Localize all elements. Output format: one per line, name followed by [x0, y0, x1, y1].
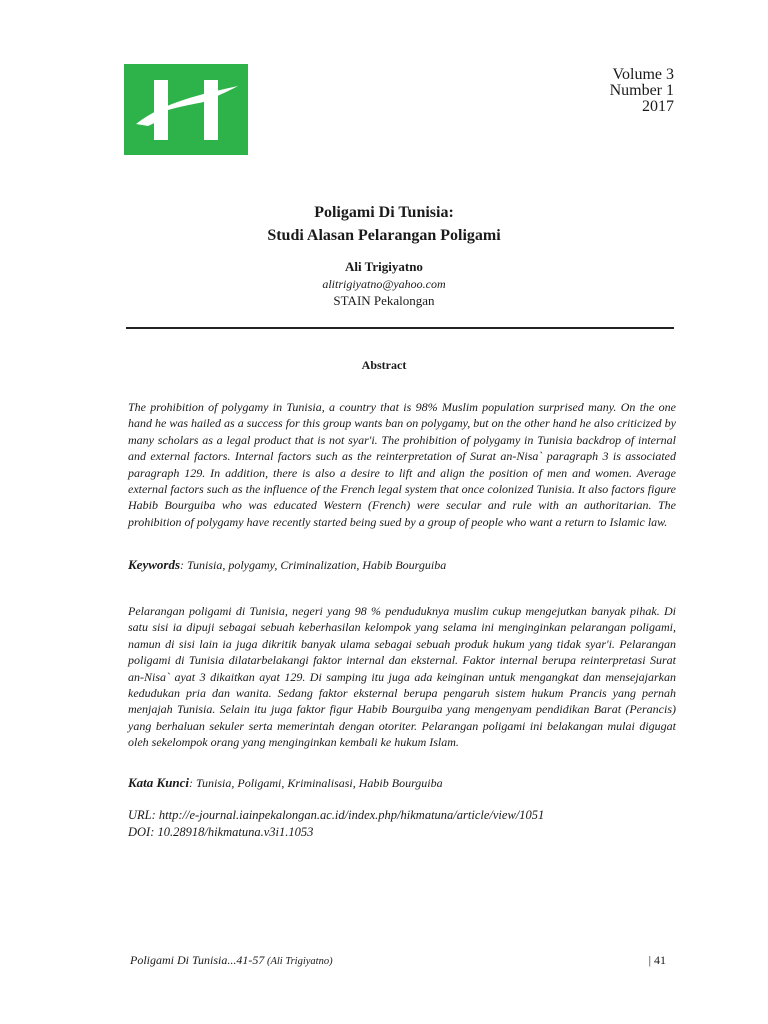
keywords-colon: : [180, 558, 187, 572]
abstract-heading: Abstract [361, 358, 407, 372]
keywords-indonesian [128, 775, 676, 791]
keywords-label: Keywords [128, 557, 180, 572]
issue-year: 2017 [642, 98, 674, 115]
kata-kunci-text: : Tunisia, Poligami, Kriminalisasi, Habib Bourguiba [189, 776, 443, 790]
abstract-indonesian: Pelarangan poligami di Tunisia, negeri yang 98 % penduduknya muslim cukup mengejutkan banyak pihak. Di satu sisi ia dipuji sebagai sebuah keberhasilan kelompok yang selama ini menginginkan pelarangan poligami, namun di sisi lain ia juga dikritik banyak ulama sebagai sebuah produk hukum yang tidak syar'i. Pelarangan poligami di Tunisia dilatarbelakangi faktor internal dan eksternal. Faktor internal berupa reinterpretasi Surat an-Nisa` ayat 3 dikaitkan ayat 129. Di samping itu juga ada keinginan untuk mengangkat dan mensejajarkan kedudukan pria dan wanita. Sedang faktor eksternal berupa pengaruh sistem hukum Prancis yang pernah menjajah Tunisia. Selain itu juga faktor figur Habib Bourguiba yang mengenyam pendidikan Barat (Perancis) yang berhaluan sekuler serta memerintah dengan otoriter. Pelarangan poligami ini belakangan mulai digugat oleh sekelompok orang yang menginginkan kembali ke hukum Islam. [128, 604, 676, 750]
issue-info [610, 67, 674, 115]
keywords-text: Tunisia, polygamy, Criminalization, Habib Bourguiba [187, 558, 447, 572]
abstract-english: The prohibition of polygamy in Tunisia, a country that is 98% Muslim population surprised many. On the one hand he was hailed as a success for this group wants ban on polygamy, but on the other hand he also criticized by many scholars as a legal product that is not syar'i. The prohibition of polygamy in Tunisia backdrop of internal and external factors. Internal factors such as the reinterpretation of Surat an-Nisa` paragraph 3 is associated paragraph 129. In addition, there is also a desire to lift and align the position of men and women. Average external factors such as the influence of the French legal system that once colonized Tunisia. It also factors figure Habib Bourguiba who was educated Western (French) were secular and rule with an authoritarian. The prohibition of polygamy have recently started being sued by a group of people who want a return to Islamic law. [128, 400, 676, 529]
running-footer [130, 953, 333, 968]
running-title: Poligami Di Tunisia...41-57 [130, 953, 265, 967]
header-divider [126, 327, 674, 329]
kata-kunci-label: Kata Kunci [128, 775, 190, 790]
issue-volume: Volume 3 [612, 66, 674, 83]
running-author: (Ali Trigiyatno) [264, 956, 333, 967]
page-number: | 41 [648, 953, 666, 967]
journal-logo [124, 64, 248, 155]
article-title-line-1: Poligami Di Tunisia: [314, 204, 454, 221]
article-doi[interactable]: DOI: 10.28918/hikmatuna.v3i1.1053 [128, 825, 314, 839]
article-title-line-2: Studi Alasan Pelarangan Poligami [267, 227, 501, 244]
author-affiliation: STAIN Pekalongan [333, 293, 435, 308]
author-email: alitrigiyatno@yahoo.com [322, 277, 446, 291]
author-name: Ali Trigiyatno [345, 259, 423, 274]
issue-number: Number 1 [609, 82, 674, 99]
journal-h-logo-icon [124, 64, 248, 155]
article-url[interactable]: URL: http://e-journal.iainpekalongan.ac.id/index.php/hikmatuna/article/view/1051 [128, 808, 545, 822]
keywords-english [128, 557, 676, 573]
